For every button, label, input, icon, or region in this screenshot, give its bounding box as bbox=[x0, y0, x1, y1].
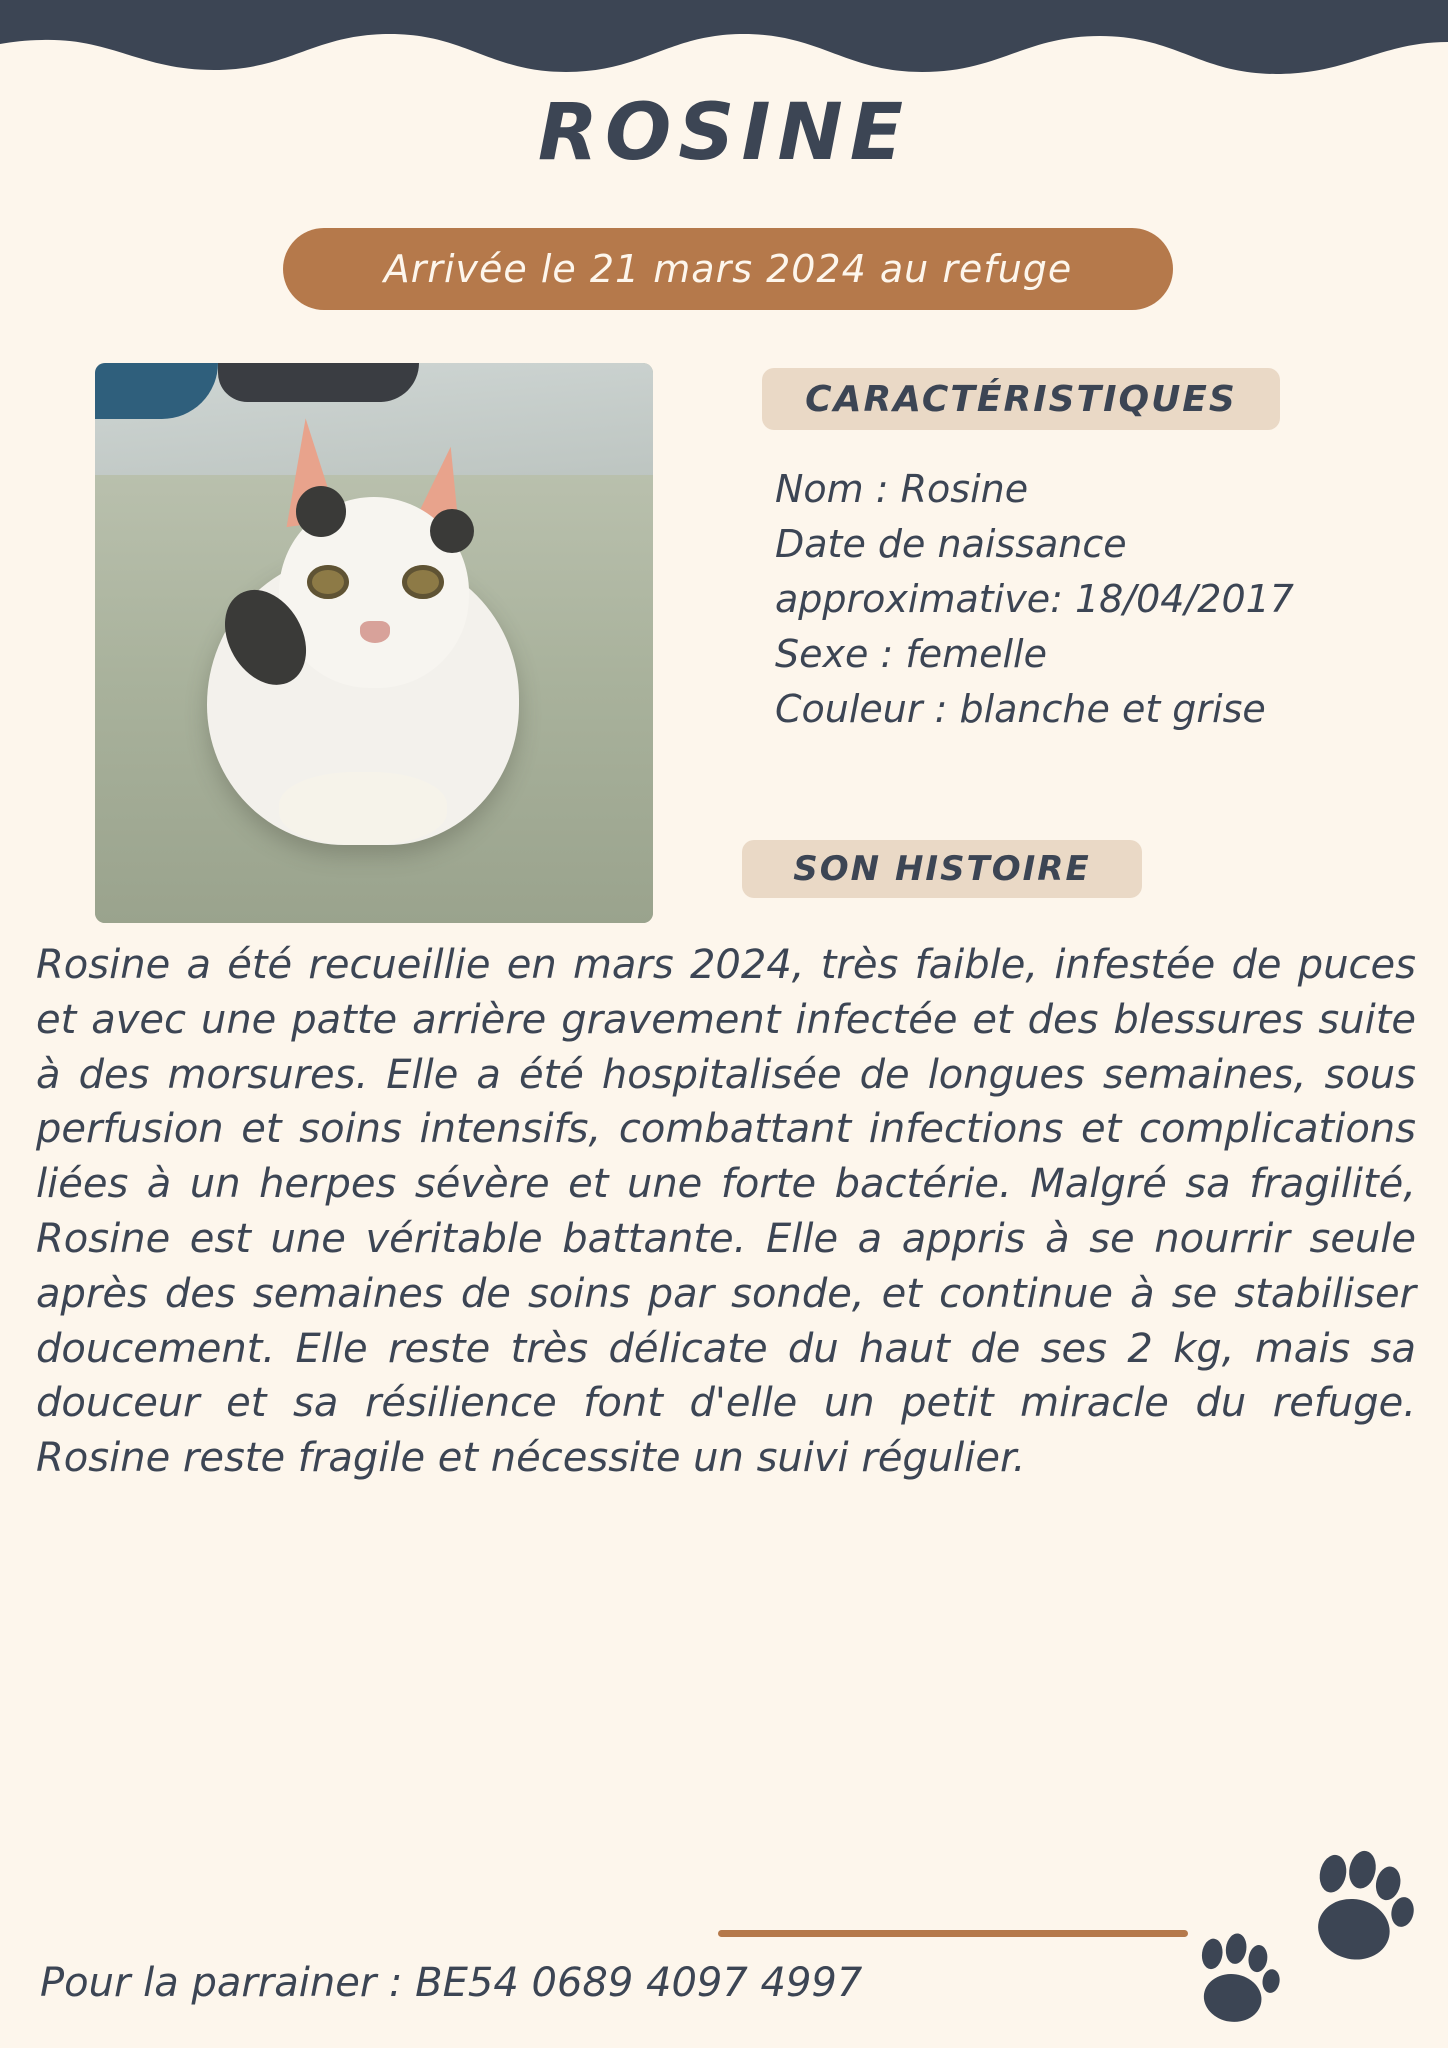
characteristics-item: Sexe : femelle bbox=[775, 632, 1047, 677]
characteristics-item: Nom : Rosine bbox=[775, 467, 1029, 511]
page-title: ROSINE bbox=[537, 88, 911, 178]
characteristics-item: Couleur : blanche et grise bbox=[775, 687, 1266, 732]
cat-photo-illustration bbox=[95, 363, 653, 923]
characteristics-item: approximative: 18/04/2017 bbox=[775, 577, 1294, 622]
arrival-badge: Arrivée le 21 mars 2024 au refuge bbox=[283, 228, 1173, 310]
cat-photo bbox=[95, 363, 653, 923]
characteristics-heading: CARACTÉRISTIQUES bbox=[762, 368, 1280, 430]
paw-prints-icon bbox=[1178, 1838, 1438, 2038]
story-text: Rosine a été recueillie en mars 2024, très faible, infestée de puces et avec une patte arrière gravement infectée et des blessures suite à des morsures. Elle a été hospitalisée de longues semaines, sous perfusion et soins intensifs, combattant infections et complications liées à un herpes sévère et une forte bactérie. Malgré sa fragilité, Rosine est une véritable battante. Elle a appris à se nourrir seule après des semaines de soins par sonde, et continue à se stabiliser doucement. Elle reste très délicate du haut de ses 2 kg, mais sa douceur et sa résilience font d'elle un petit miracle du refuge. Rosine reste fragile et nécessite un suivi régulier. bbox=[36, 942, 1416, 1482]
characteristics-item: Date de naissance bbox=[775, 522, 1127, 567]
sponsor-info: Pour la parrainer : BE54 0689 4097 4997 bbox=[40, 1960, 863, 2006]
divider bbox=[718, 1930, 1188, 1937]
characteristics-list bbox=[775, 462, 1425, 737]
story-heading: SON HISTOIRE bbox=[742, 840, 1142, 898]
